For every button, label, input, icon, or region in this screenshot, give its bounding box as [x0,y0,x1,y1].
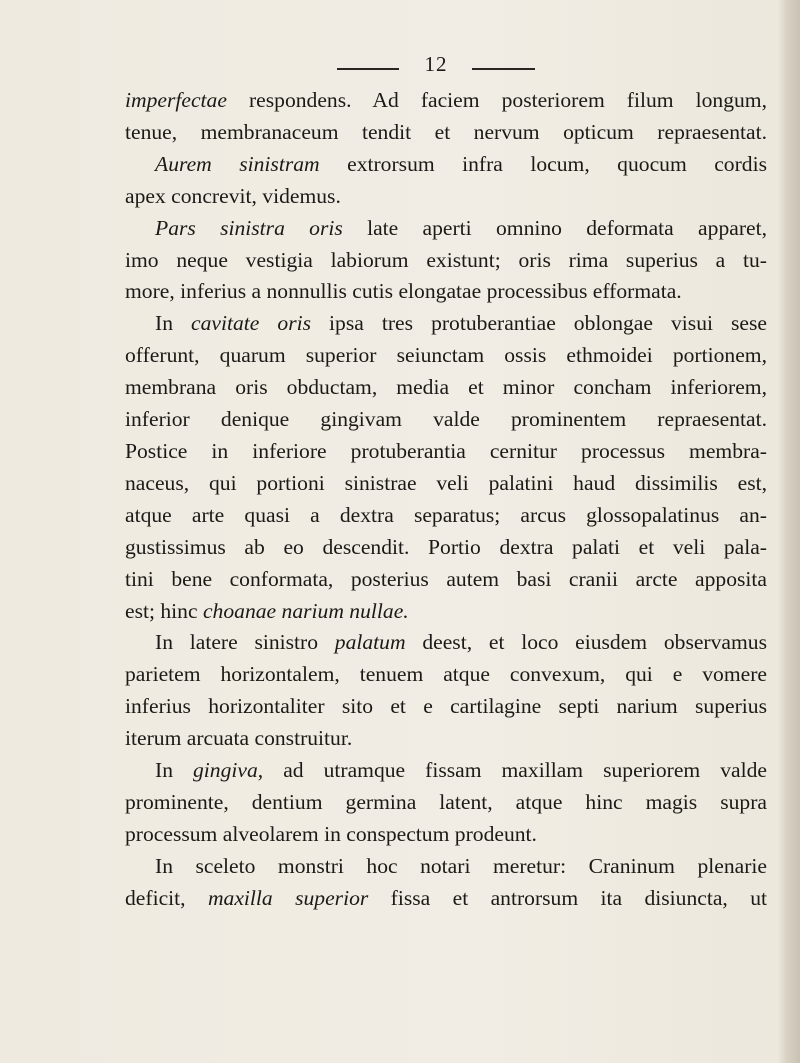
italic-text: palatum [334,630,406,655]
text-line [125,659,767,691]
page-header [0,52,800,78]
text-line [125,564,767,596]
text-line [125,85,767,117]
page-edge-shadow [778,0,800,1063]
header-rule-right [472,68,535,70]
text-run: atque arte quasi a dextra separatus; arcus glossopalatinus an- [125,502,767,527]
text-line [125,627,767,659]
page-number: 12 [424,52,448,76]
text-line [125,787,767,819]
text-run: late aperti omnino deformata apparet, [342,215,767,240]
text-run: est; hinc [125,598,203,623]
text-line [125,819,767,851]
text-line [125,308,767,340]
italic-text: cavitate oris [191,311,312,336]
italic-text: imperfectae [125,88,227,112]
text-line [125,500,767,532]
italic-text: maxilla superior [207,885,369,910]
text-run: gustissimus ab eo descendit. Portio dextra palati et veli pala- [125,534,767,559]
text-line [125,468,767,500]
text-run: deficit, [125,885,208,910]
text-run: apex concrevit, videmus. [125,183,341,208]
text-run: iterum arcuata construitur. [125,726,353,751]
italic-text: choanae narium nullae. [202,598,409,623]
text-line [125,213,767,245]
text-run: prominente, dentium germina latent, atque hinc magis supra [125,789,767,814]
text-run: respondens. Ad faciem posteriorem filum longum, [226,88,767,112]
text-run: naceus, qui portioni sinistrae veli palatini haud dissimilis est, [125,470,767,495]
text-run: inferius horizontaliter sito et e cartilagine septi narium superius [125,694,767,719]
text-run: processum alveolarem in conspectum prodeunt. [125,821,537,846]
text-line [125,436,767,468]
text-run: tenue, membranaceum tendit et nervum opticum repraesentat. [125,119,767,144]
text-line [125,276,767,308]
text-line [125,851,767,883]
text-run: deest, et loco eiusdem observamus [405,630,767,655]
text-line [125,117,767,149]
text-run: Postice in inferiore protuberantia cernitur processus membra- [125,438,767,463]
body-text [125,85,767,915]
header-rule-left [337,68,399,70]
text-line [125,149,767,181]
text-line [125,245,767,277]
text-line [125,755,767,787]
text-run: more, inferius a nonnullis cutis elongatae processibus efformata. [125,279,682,304]
text-run: In [155,758,193,783]
italic-text: Pars sinistra oris [155,215,343,240]
text-run: In [155,311,192,336]
text-line [125,532,767,564]
text-run: imo neque vestigia labiorum existunt; oris rima superius a tu- [125,247,767,272]
italic-text: Aurem sinistram [155,151,320,176]
text-run: inferior denique gingivam valde prominentem repraesentat. [125,407,767,432]
text-line [125,181,767,213]
text-run: ipsa tres protuberantiae oblongae visui sese [311,311,767,336]
text-line [125,372,767,404]
text-line [125,723,767,755]
text-run: fissa et antrorsum ita disiuncta, ut [368,885,768,910]
text-run: extrorsum infra locum, quocum cordis [319,151,767,176]
text-run: In sceleto monstri hoc notari meretur: Craninum plenarie [155,853,767,878]
text-run: parietem horizontalem, tenuem atque convexum, qui e vomere [125,662,767,687]
text-line [125,691,767,723]
text-run: offerunt, quarum superior seiunctam ossis ethmoidei portionem, [125,343,767,368]
text-line [125,404,767,436]
text-line [125,596,767,628]
text-line [125,340,767,372]
text-line [125,883,767,915]
text-run: tini bene conformata, posterius autem basi cranii arcte apposita [125,566,767,591]
text-run: membrana oris obductam, media et minor concham inferiorem, [125,375,767,400]
text-run: , ad utramque fissam maxillam superiorem valde [257,758,767,783]
italic-text: gingiva [193,758,258,783]
text-run: In latere sinistro [155,630,335,655]
